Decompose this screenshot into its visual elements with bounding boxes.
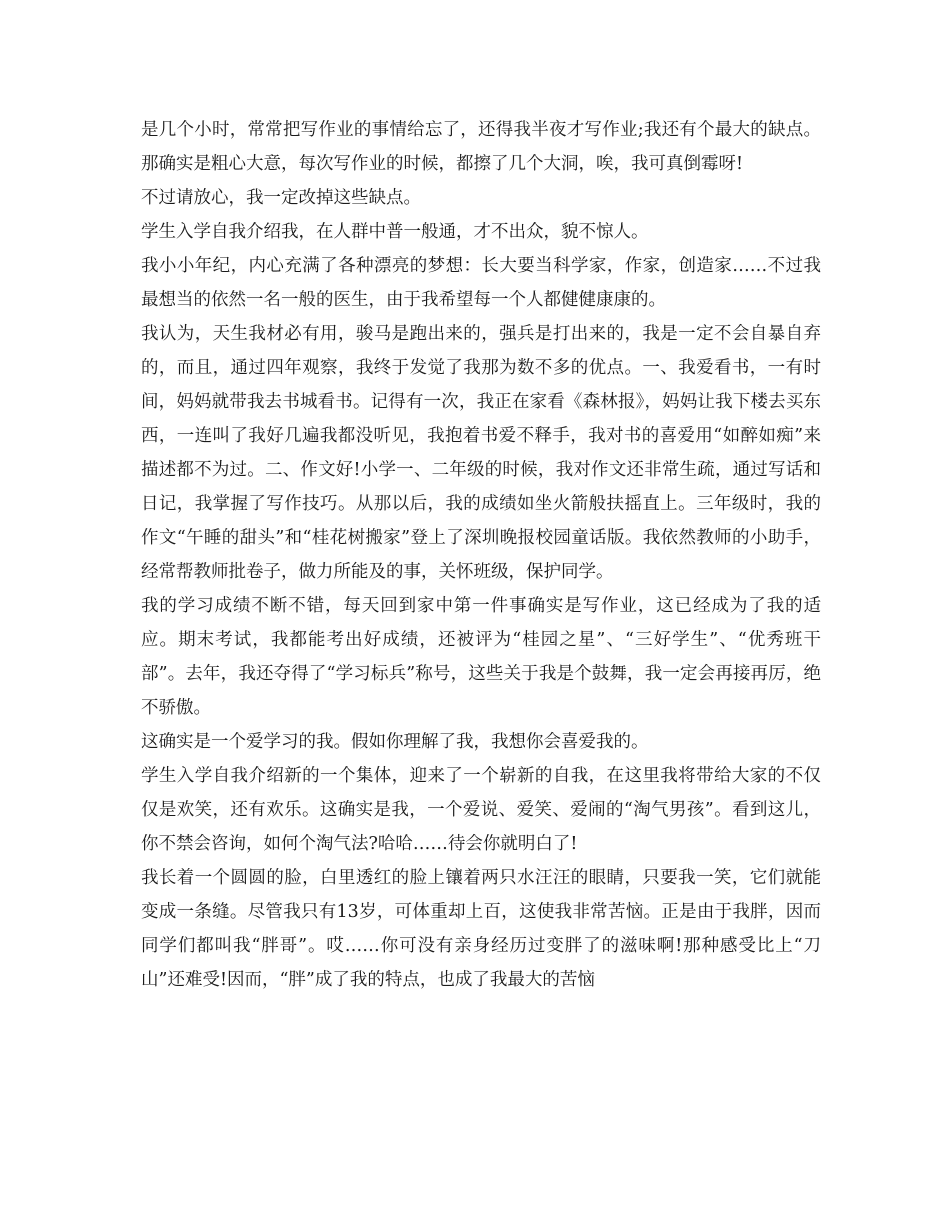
paragraph: 学生入学自我介绍新的一个集体，迎来了一个崭新的自我，在这里我将带给大家的不仅仅是欢笑，还有欢乐。这确实是我，一个爱说、爱笑、爱闹的“淘气男孩”。看到这儿，你不禁会咨询，如何个淘气法?哈哈……待会你就明白了! — [141, 766, 821, 854]
paragraph: 这确实是一个爱学习的我。假如你理解了我，我想你会喜爱我的。 — [141, 732, 649, 752]
paragraph: 我小小年纪，内心充满了各种漂亮的梦想：长大要当科学家，作家，创造家……不过我最想当的依然一名一般的医生，由于我希望每一个人都健健康康的。 — [141, 256, 821, 310]
paragraph: 不过请放心，我一定改掉这些缺点。 — [141, 188, 421, 208]
paragraph: 我长着一个圆圆的脸，白里透红的脸上镶着两只水汪汪的眼睛，只要我一笑，它们就能变成一条缝。尽管我只有13岁，可体重却上百，这使我非常苦恼。正是由于我胖，因而同学们都叫我“胖哥”。哎……你可没有亲身经历过变胖了的滋味啊!那种感受比上“刀山”还难受!因而，“胖”成了我的特点，也成了我最大的苦恼 — [141, 868, 821, 990]
paragraph: 我的学习成绩不断不错，每天回到家中第一件事确实是写作业，这已经成为了我的适应。期末考试，我都能考出好成绩，还被评为“桂园之星”、“三好学生”、“优秀班干部”。去年，我还夺得了“学习标兵”称号，这些关于我是个鼓舞，我一定会再接再厉，绝不骄傲。 — [141, 596, 821, 718]
paragraph: 学生入学自我介绍我，在人群中普一般通，才不出众，貌不惊人。 — [141, 222, 649, 242]
document-page — [141, 113, 821, 997]
paragraph: 我认为，天生我材必有用，骏马是跑出来的，强兵是打出来的，我是一定不会自暴自弃的，而且，通过四年观察，我终于发觉了我那为数不多的优点。一、我爱看书，一有时间，妈妈就带我去书城看书。记得有一次，我正在家看《森林报》，妈妈让我下楼去买东西，一连叫了我好几遍我都没听见，我抱着书爱不释手，我对书的喜爱用“如醉如痴”来描述都不为过。二、作文好!小学一、二年级的时候，我对作文还非常生疏，通过写话和日记，我掌握了写作技巧。从那以后，我的成绩如坐火箭般扶摇直上。三年级时，我的作文“午睡的甜头”和“桂花树搬家”登上了深圳晚报校园童话版。我依然教师的小助手，经常帮教师批卷子，做力所能及的事，关怀班级，保护同学。 — [141, 324, 821, 582]
paragraph: 是几个小时，常常把写作业的事情给忘了，还得我半夜才写作业;我还有个最大的缺点。那确实是粗心大意，每次写作业的时候，都擦了几个大洞，唉，我可真倒霉呀! — [141, 120, 821, 174]
